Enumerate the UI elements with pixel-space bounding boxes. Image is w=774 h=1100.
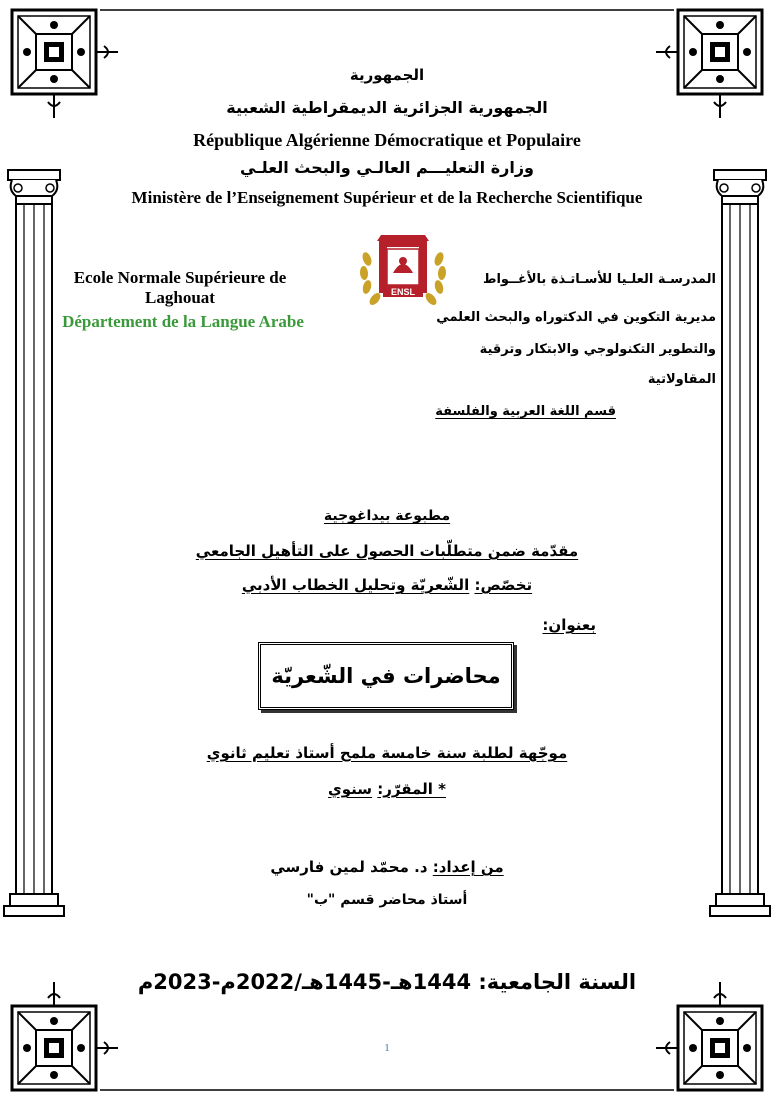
author-rank: أستاذ محاضر قسم "ب" [306,892,468,908]
department-fr: Département de la Langue Arabe [62,312,304,331]
specialization-line [0,576,774,594]
author-line [0,858,774,876]
course-label: * المقرّر: [377,780,446,798]
header-ministry-ar: وزارة التعليـــم العالـي والبحث العلـي [240,158,534,177]
specialization-value: الشّعريّة وتحليل الخطاب الأدبي [241,576,470,594]
header-republic-fr: République Algérienne Démocratique et Populaire [193,130,581,150]
page-number: 1 [384,1042,390,1054]
logo-text: ENSL [390,287,416,297]
header-republic-short: الجمهورية [349,66,425,84]
audience-text: موجّهة لطلبة سنة خامسة ملمح أستاذ تعليم ثانوي [206,744,568,762]
title-box [258,642,514,710]
school-logo [357,225,449,317]
academic-year: السنة الجامعية: 1444هـ-1445هـ/2022م-2023م [137,970,637,994]
document-type-text: مطبوعة بيداغوجية [323,508,451,524]
school-name-ar: المدرسـة العلـيا للأسـاتـذة بالأغــواط [482,272,716,287]
author-name: د. محمّد لمين فارسي [270,858,428,876]
course-value: سنوي [328,780,373,798]
department-ar: قسم اللغة العربية والفلسفة [435,404,616,419]
header-ministry-fr: Ministère de l’Enseignement Supérieur et de la Recherche Scientifique [131,188,643,207]
author-label: من إعداد: [432,858,504,876]
document-purpose-text: مقدّمة ضمن متطلّبات الحصول على التأهيل الجامعي [195,542,579,560]
directorate-line2: والتطوير التكنولوجي والابتكار وترقية [479,342,716,357]
title-label: بعنوان: [542,616,596,634]
audience-line [0,744,774,762]
school-name-fr [60,268,300,308]
document-title: محاضرات في الشّعريّة [271,664,501,688]
document-type [0,508,774,524]
school-name-fr-line2: Laghouat [145,288,215,307]
header-republic-ar: الجمهورية الجزائرية الديمقراطية الشعبية [226,98,548,117]
specialization-label: تخصّص: [474,576,533,594]
document-purpose [0,542,774,560]
school-name-fr-line1: Ecole Normale Supérieure de [73,268,287,287]
course-line [0,780,774,798]
directorate-line3: المقاولاتية [647,372,716,387]
directorate-line1: مديرية التكوين في الدكتوراه والبحث العلمي [436,310,716,325]
